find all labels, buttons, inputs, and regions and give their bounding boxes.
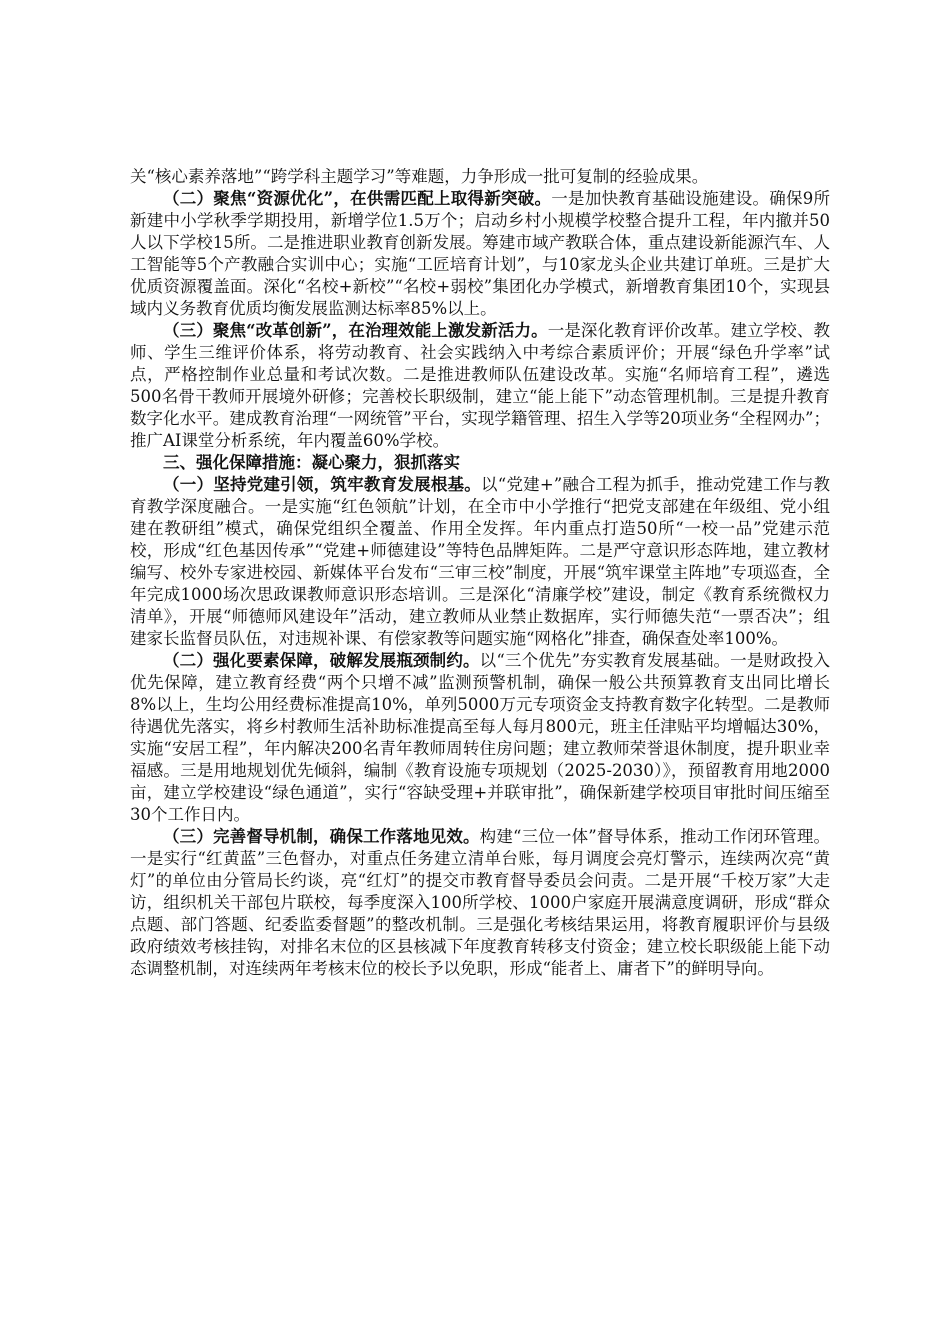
section-heading: 三、强化保障措施：凝心聚力，狠抓落实	[163, 453, 460, 472]
paragraph-body: 构建“三位一体”督导体系，推动工作闭环管理。一是实行“红黄蓝”三色督办，对重点任务建立清单台账，每月调度会亮灯警示，连续两次亮“黄灯”的单位由分管局长约谈，亮“红灯”的提交市教育督导委员会问责。二是开展“千校万家”大走访，组织机关干部包片联校，每季度深入100所学校、1000户家庭开展满意度调研，形成“群众点题、部门答题、纪委监委督题”的整改机制。三是强化考核结果运用，将教育履职评价与县级政府绩效考核挂钩，对排名末位的区县核减下年度教育转移支付资金；建立校长职级能上能下动态调整机制，对连续两年考核末位的校长予以免职，形成“能者上、庸者下”的鲜明导向。	[130, 827, 831, 978]
paragraph-body: 以“三个优先”夯实教育发展基础。一是财政投入优先保障，建立教育经费“两个只增不减”监测预警机制，确保一般公共预算教育支出同比增长8%以上，生均公用经费标准提高10%，单列5000万元专项资金支持教育数字化转型。二是教师待遇优先落实，将乡村教师生活补助标准提高至每人每月800元，班主任津贴平均增幅达30%，实施“安居工程”，年内解决200名青年教师周转住房问题；建立教师荣誉退休制度，提升职业幸福感。三是用地规划优先倾斜，编制《教育设施专项规划（2025-2030）》，预留教育用地2000亩，建立学校建设“绿色通道”，实行“容缺受理+并联审批”，确保新建学校项目审批时间压缩至30个工作日内。	[130, 651, 831, 824]
paragraph-body: 一是深化教育评价改革。建立学校、教师、学生三维评价体系，将劳动教育、社会实践纳入中考综合素质评价；开展“绿色升学率”试点，严格控制作业总量和考试次数。二是推进教师队伍建设改革。实施“名师培育工程”，遴选500名骨干教师开展境外研修；完善校长职级制，建立“能上能下”动态管理机制。三是提升教育数字化水平。建成教育治理“一网统管”平台，实现学籍管理、招生入学等20项业务“全程网办”；推广AI课堂分析系统，年内覆盖60%学校。	[130, 321, 831, 450]
paragraph-reform-innovation	[130, 320, 830, 452]
paragraph-body: 一是加快教育基础设施建设。确保9所新建中小学秋季学期投用，新增学位1.5万个；启动乡村小规模学校整合提升工程，年内撤并50人以下学校15所。二是推进职业教育创新发展。筹建市域产教联合体，重点建设新能源汽车、人工智能等5个产教融合实训中心；实施“工匠培育计划”，与10家龙头企业共建订单班。三是扩大优质资源覆盖面。深化“名校+新校”“名校+弱校”集团化办学模式，新增教育集团10个，实现县域内义务教育优质均衡发展监测达标率85%以上。	[130, 189, 831, 318]
paragraph-lead: （二）聚焦“资源优化”，在供需匹配上取得新突破。	[163, 189, 552, 208]
paragraph-lead: （三）完善督导机制，确保工作落地见效。	[163, 827, 480, 846]
paragraph-continuation	[130, 166, 830, 188]
paragraph-body: 关“核心素养落地”“跨学科主题学习”等难题，力争形成一批可复制的经验成果。	[130, 167, 709, 186]
paragraph-body: 以“党建+”融合工程为抓手，推动党建工作与教育教学深度融合。一是实施“红色领航”计划，在全市中小学推行“把党支部建在年级组、党小组建在教研组”模式，确保党组织全覆盖、作用全发挥。年内重点打造50所“一校一品”党建示范校，形成“红色基因传承”“党建+师德建设”等特色品牌矩阵。二是严守意识形态阵地，建立教材编写、校外专家进校园、新媒体平台发布“三审三校”制度，开展“筑牢课堂主阵地”专项巡查，全年完成1000场次思政课教师意识形态培训。三是深化“清廉学校”建设，制定《教育系统微权力清单》，开展“师德师风建设年”活动，建立教师从业禁止数据库，实行师德失范“一票否决”；组建家长监督员队伍，对违规补课、有偿家教等问题实施“网格化”排查，确保查处率100%。	[130, 475, 830, 648]
paragraph-party-building	[130, 474, 830, 650]
paragraph-resource-optimization	[130, 188, 830, 320]
paragraph-lead: （二）强化要素保障，破解发展瓶颈制约。	[163, 651, 480, 670]
paragraph-resource-guarantee	[130, 650, 830, 826]
paragraph-lead: （一）坚持党建引领，筑牢教育发展根基。	[163, 475, 482, 494]
paragraph-lead: （三）聚焦“改革创新”，在治理效能上激发新活力。	[163, 321, 548, 340]
paragraph-supervision	[130, 826, 830, 980]
document-page	[130, 166, 830, 980]
